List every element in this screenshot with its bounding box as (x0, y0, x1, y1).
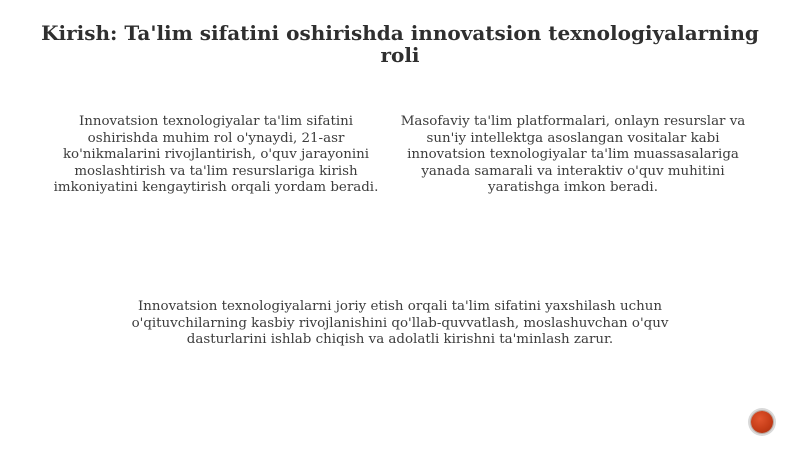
paragraph-right: Masofaviy ta'lim platformalari, onlayn resurslar va sun'iy intellektga asoslangan vositalar kabi innovatsion texnologiyalar ta'lim muassasalariga yanada samarali va interaktiv o'quv muhitini yaratishga imkon beradi. (400, 114, 746, 195)
paragraph-left: Innovatsion texnologiyalar ta'lim sifatini oshirishda muhim rol o'ynaydi, 21-asr ko'nikmalarini rivojlantirish, o'quv jarayonini moslashtirish va ta'lim resurslariga kirish imkoniyatini kengaytirish orqali yordam beradi. (53, 114, 379, 195)
circle-button-icon (751, 411, 773, 433)
slide-title: Kirish: Ta'lim sifatini oshirishda innovatsion texnologiyalarning roli (41, 21, 759, 67)
paragraph-bottom: Innovatsion texnologiyalarni joriy etish orqali ta'lim sifatini yaxshilash uchun o'qituvchilarning kasbiy rivojlanishini qo'llab-quvvatlash, moslashuvchan o'quv dasturlarini ishlab chiqish va adolatli kirishni ta'minlash zarur. (131, 299, 669, 347)
slide-nav-button[interactable] (748, 408, 776, 436)
